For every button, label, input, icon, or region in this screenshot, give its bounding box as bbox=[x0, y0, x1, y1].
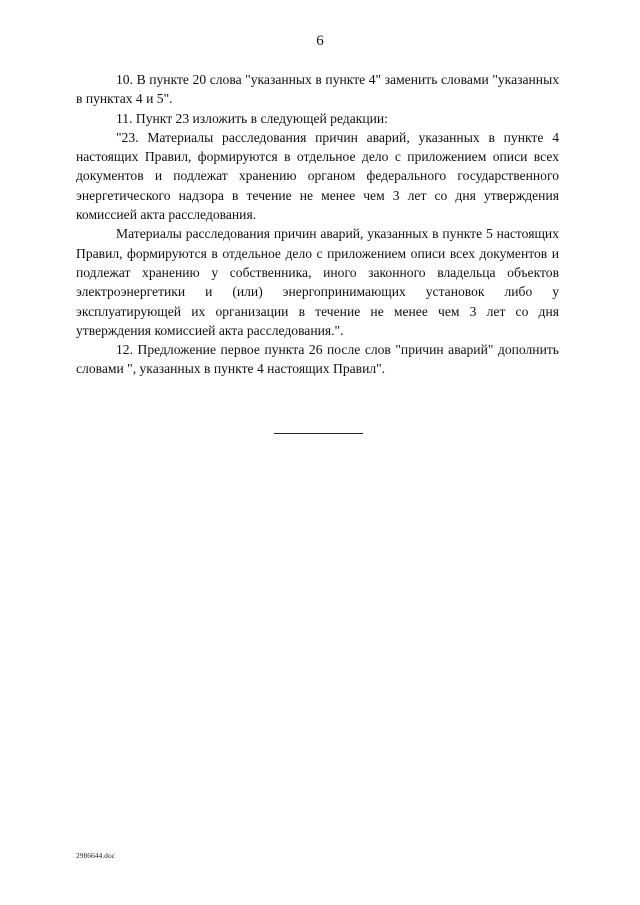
document-id: 2986644.doc bbox=[76, 851, 115, 860]
document-body bbox=[76, 70, 559, 379]
paragraph-item-12: 12. Предложение первое пункта 26 после слов "причин аварий" дополнить словами ", указанных в пункте 4 настоящих Правил". bbox=[76, 342, 559, 377]
end-divider bbox=[274, 433, 363, 434]
paragraph-item-23-second: Материалы расследования причин аварий, указанных в пункте 5 настоящих Правил, формируются в отдельное дело с приложением описи всех документов и подлежат хранению у собственника, иного законного владельца объектов электроэнергетики и (или) энергопринимающих установок либо у эксплуатирующей их организации в течение не менее чем 3 лет со дня утверждения комиссией акта расследования.". bbox=[76, 226, 559, 338]
paragraph-item-10: 10. В пункте 20 слова "указанных в пункте 4" заменить словами "указанных в пунктах 4 и 5". bbox=[76, 72, 559, 107]
page-number: 6 bbox=[316, 33, 324, 49]
paragraph-item-11: 11. Пункт 23 изложить в следующей редакции: bbox=[116, 110, 388, 126]
paragraph-new-item-23: "23. Материалы расследования причин аварий, указанных в пункте 4 настоящих Правил, формируются в отдельное дело с приложением описи всех документов и подлежат хранению органом федерального государственного энергетического надзора в течение не менее чем 3 лет со дня утверждения комиссией акта расследования. bbox=[76, 129, 559, 223]
